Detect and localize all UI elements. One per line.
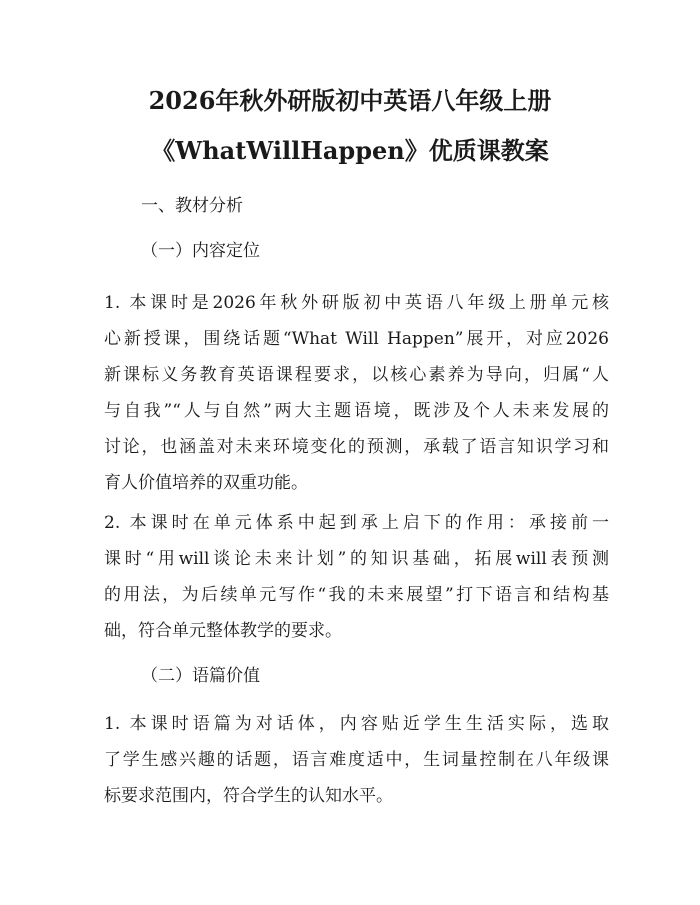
paragraph-1-line: 新课标义务教育英语课程要求，以核心素养为导向，归属“人	[104, 365, 609, 385]
paragraph-2-line: 的用法，为后续单元写作“我的未来展望”打下语言和结构基	[104, 585, 609, 605]
paragraph-1-line: 育人价值培养的双重功能。	[104, 473, 308, 493]
paragraph-1-line: 讨论，也涵盖对未来环境变化的预测，承载了语言知识学习和	[104, 437, 609, 457]
subsection-heading-discourse-value: （二）语篇价值	[141, 666, 260, 686]
paragraph-2-line: 课时“用will谈论未来计划”的知识基础，拓展will表预测	[104, 549, 609, 569]
paragraph-2	[104, 505, 609, 649]
paragraph-3-line: 了学生感兴趣的话题，语言难度适中，生词量控制在八年级课	[104, 750, 609, 770]
paragraph-3-line: 标要求范围内，符合学生的认知水平。	[104, 786, 393, 806]
paragraph-1-line: 心新授课，围绕话题“What Will Happen”展开，对应2026	[104, 329, 609, 349]
document-title-line-2: 《WhatWillHappen》优质课教案	[151, 136, 549, 165]
document-title-line-1: 2026年秋外研版初中英语八年级上册	[148, 86, 552, 115]
paragraph-2-line: 础，符合单元整体教学的要求。	[104, 621, 342, 641]
paragraph-3	[104, 706, 609, 814]
paragraph-1-line: 1. 本课时是2026年秋外研版初中英语八年级上册单元核	[104, 293, 609, 313]
paragraph-1	[104, 285, 609, 501]
section-heading-textbook-analysis: 一、教材分析	[141, 196, 243, 216]
subsection-heading-content-positioning: （一）内容定位	[141, 241, 260, 261]
paragraph-2-line: 2. 本课时在单元体系中起到承上启下的作用：承接前一	[104, 513, 609, 533]
paragraph-1-line: 与自我”“人与自然”两大主题语境，既涉及个人未来发展的	[104, 401, 609, 421]
paragraph-3-line: 1. 本课时语篇为对话体，内容贴近学生生活实际，选取	[104, 714, 609, 734]
